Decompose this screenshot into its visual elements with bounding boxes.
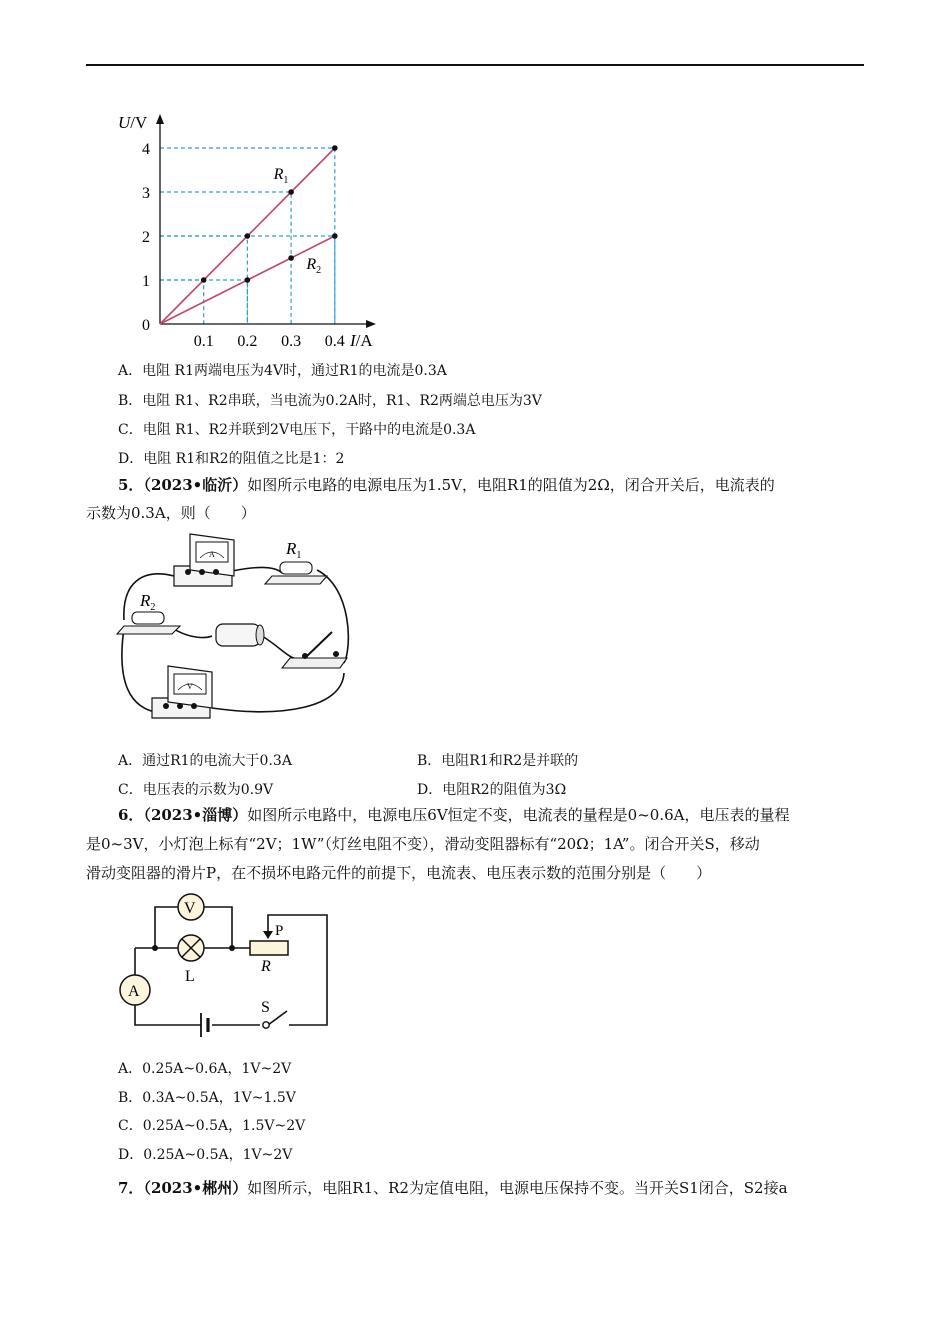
q4-option-a: A．电阻 R1两端电压为4V时，通过R1的电流是0.3A (118, 363, 447, 379)
y-tick-label-0: 1 (142, 273, 150, 290)
origin-label: 0 (142, 317, 150, 334)
q6-circuit-diagram (115, 893, 340, 1043)
data-point-r2-3 (332, 233, 338, 239)
q6-number: 6． (118, 806, 144, 824)
q6-switch-label: S (261, 999, 270, 1016)
x-tick-label-0: 0.1 (193, 333, 214, 350)
q7-number: 7． (118, 1179, 144, 1197)
q4-option-b: B．电阻 R1、R2串联，当电流为0.2A时，R1、R2两端总电压为3V (118, 393, 542, 409)
q5-stem-line2: 示数为0.3A，则（ ） (86, 504, 256, 522)
q5-r1-label: $R_1$ (286, 539, 302, 561)
q6-slider-label: P (275, 923, 284, 939)
x-axis-arrow (366, 320, 376, 328)
q5-ammeter-label: A (209, 550, 215, 559)
q7-source: （2023•郴州） (143, 1179, 248, 1197)
q5-source: （2023•临沂） (143, 476, 248, 494)
q7-stem-line1 (118, 1174, 788, 1203)
q6-stem-line2: 是0~3V，小灯泡上标有“2V；1W”（灯丝电阻不变），滑动变阻器标有“20Ω；1A”。闭合开关S，移动 (86, 835, 760, 853)
y-axis-arrow (156, 114, 164, 124)
data-point-r1-2 (245, 233, 251, 239)
x-tick-label-3: 0.4 (324, 333, 345, 350)
battery (216, 624, 264, 646)
switch (282, 632, 347, 668)
q4-option-c: C．电阻 R1、R2并联到2V电压下，干路中的电流是0.3A (118, 422, 476, 438)
series-label-r1: $R_1$ (273, 165, 289, 186)
x-tick-label-2: 0.3 (281, 333, 302, 350)
q5-circuit-figure (112, 528, 362, 733)
q7-stem-text1: 如图所示，电阻R1、R2为定值电阻，电源电压保持不变。当开关S1闭合，S2接a (247, 1179, 788, 1197)
q5-voltmeter-label: V (187, 682, 193, 691)
x-axis-label: I/A (350, 331, 373, 350)
q5-stem-line1 (118, 471, 775, 500)
data-point-r1-3 (288, 189, 294, 195)
q5-option-b: B．电阻R1和R2是并联的 (417, 753, 579, 769)
q6-voltmeter-label: V (184, 900, 196, 917)
q6-ammeter-label: A (128, 983, 140, 1000)
data-point-r1-1 (201, 277, 207, 283)
data-point-r2-1 (245, 277, 251, 283)
q6-lamp-label: L (185, 968, 195, 985)
y-axis-label: U/V (118, 113, 148, 132)
q6-rheostat-label: R (261, 958, 271, 975)
ammeter-device (174, 534, 234, 586)
q5-number: 5． (118, 476, 144, 494)
x-tick-label-1: 0.2 (237, 333, 258, 350)
q5-option-c: C．电压表的示数为0.9V (118, 782, 274, 798)
q5-option-a: A．通过R1的电流大于0.3A (118, 753, 292, 769)
q5-stem-text1: 如图所示电路的电源电压为1.5V，电阻R1的阻值为2Ω，闭合开关后，电流表的 (247, 476, 775, 494)
q5-option-d: D．电阻R2的阻值为3Ω (417, 782, 567, 798)
q4-option-d: D．电阻 R1和R2的阻值之比是1：2 (118, 451, 345, 467)
q6-option-a: A．0.25A~0.6A，1V~2V (118, 1061, 292, 1077)
q6-stem-line1 (118, 801, 789, 830)
r1-resistor (265, 539, 327, 584)
y-tick-label-3: 4 (142, 141, 150, 158)
q6-source: （2023•淄博） (143, 806, 248, 824)
q6-stem-line3: 滑动变阻器的滑片P，在不损坏电路元件的前提下，电流表、电压表示数的范围分别是（ ） (86, 864, 712, 882)
q6-option-d: D．0.25A~0.5A，1V~2V (118, 1147, 293, 1163)
data-point-r1-4 (332, 145, 338, 151)
q6-option-c: C．0.25A~0.5A，1.5V~2V (118, 1118, 306, 1134)
q6-stem-text1: 如图所示电路中，电源电压6V恒定不变，电流表的量程是0~0.6A，电压表的量程 (247, 806, 790, 824)
y-tick-label-1: 2 (142, 229, 150, 246)
data-point-r2-2 (288, 255, 294, 261)
y-tick-label-2: 3 (142, 185, 150, 202)
u-i-chart (110, 110, 400, 355)
voltmeter-device (152, 666, 212, 718)
series-label-r2: $R_2$ (306, 256, 322, 276)
q5-r2-label: $R_2$ (140, 591, 156, 613)
header-rule (86, 64, 864, 66)
q6-option-b: B．0.3A~0.5A，1V~1.5V (118, 1090, 296, 1106)
